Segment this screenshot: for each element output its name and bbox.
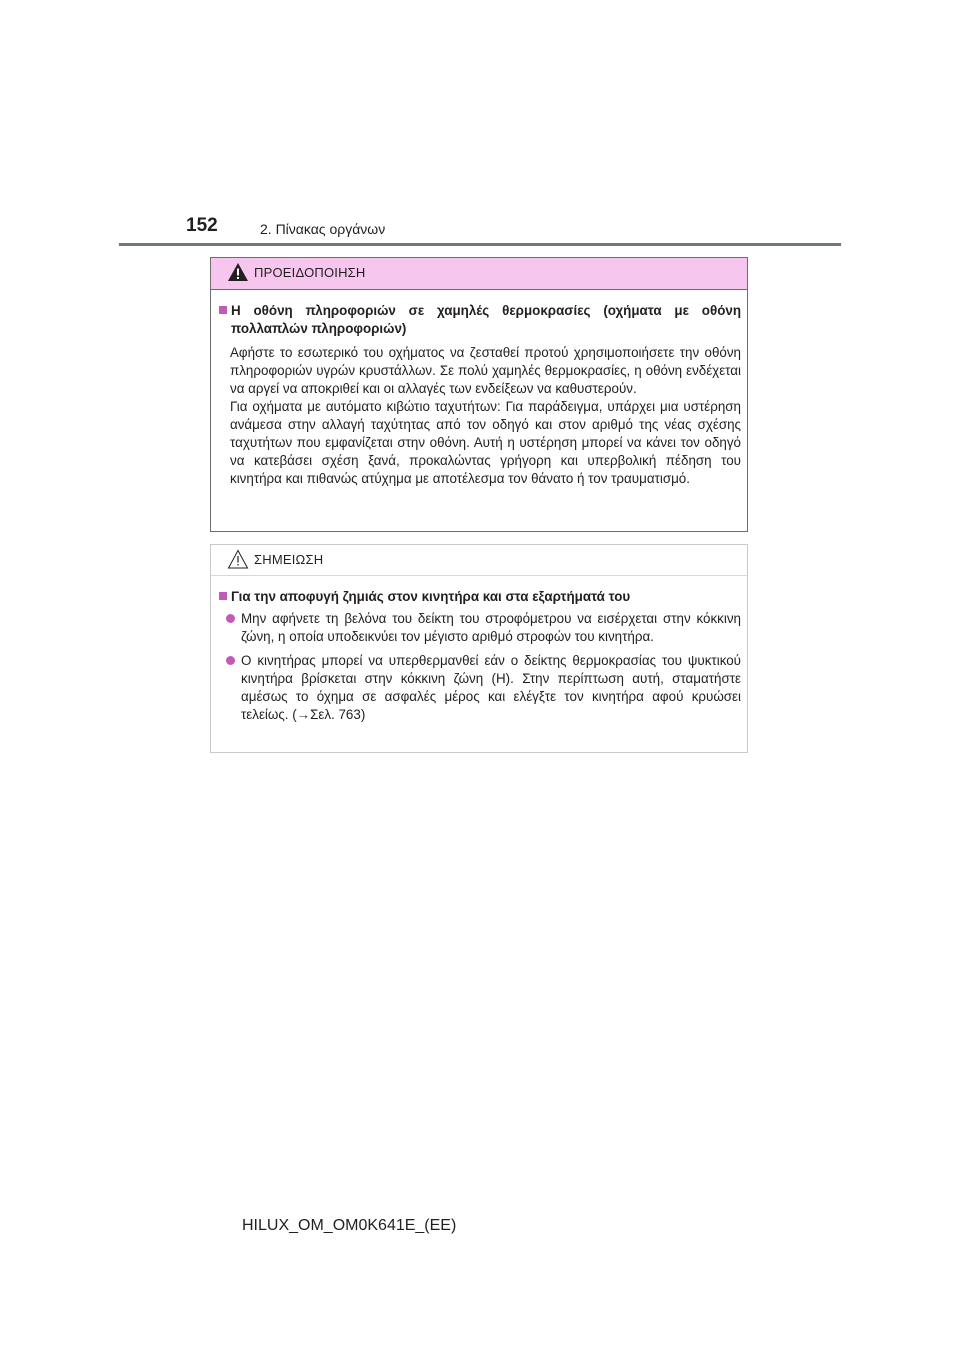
note-content [211,588,747,724]
note-box [210,544,748,753]
note-header [211,545,747,576]
note-heading [218,588,741,606]
circle-bullet-icon [226,614,235,623]
list-item [218,610,741,646]
warning-paragraph-1: Αφήστε το εσωτερικό του οχήματος να ζεσταθεί προτού χρησιμοποιήσετε την οθόνη πληροφοριών υγρών κρυστάλλων. Σε πολύ χαμηλές θερμοκρασίες, η οθόνη ενδέχεται να αργεί να αποκριθεί και οι αλλαγές των ενδείξεων να καθυστερούν. [230,345,741,396]
section-title: 2. Πίνακας οργάνων [260,221,386,237]
note-item-text: Ο κινητήρας μπορεί να υπερθερμανθεί εάν ο δείκτης θερμοκρασίας του ψυκτικού κινητήρα βρίσκεται στην κόκκινη ζώνη (H). Στην περίπτωση αυτή, σταματήστε αμέσως το όχημα σε ασφαλές μέρος και ελέγξτε τον κινητήρα αφού κρυώσει τελείως. (→Σελ. 763) [241,653,741,722]
warning-header [211,258,747,290]
warning-label: ΠΡΟΕΙΔΟΠΟΙΗΣΗ [254,265,366,280]
square-bullet-icon [219,306,227,314]
note-item-text: Μην αφήνετε τη βελόνα του δείκτη του στροφόμετρου να εισέρχεται στην κόκκινη ζώνη, η οποία υποδεικνύει τον μέγιστο αριθμό στροφών του κινητήρα. [241,611,741,644]
square-bullet-icon [219,592,227,600]
list-item [218,652,741,724]
warning-heading [218,302,741,338]
note-label: ΣΗΜΕΙΩΣΗ [254,552,324,567]
circle-bullet-icon [226,656,235,665]
warning-content [211,302,747,488]
warning-triangle-filled-icon [227,262,249,282]
warning-triangle-outline-icon [227,549,249,569]
footer-code: HILUX_OM_OM0K641E_(EE) [242,1217,457,1234]
note-heading-text: Για την αποφυγή ζημιάς στον κινητήρα και στα εξαρτήματά του [231,589,631,604]
header-rule [119,243,841,246]
warning-paragraph-2: Για οχήματα με αυτόματο κιβώτιο ταχυτήτων: Για παράδειγμα, υπάρχει μια υστέρηση ανάμεσα στην αλλαγή ταχύτητας από τον οδηγό και στον αριθμό της νέας σχέσης ταχυτήτων που εμφανίζεται στην οθόνη. Αυτή η υστέρηση μπορεί να κάνει τον οδηγό να κατεβάσει σχέση ξανά, προκαλώντας γρήγορη και υπερβολική πέδηση του κινητήρα και πιθανώς ατύχημα με αποτέλεσμα τον θάνατο ή τον τραυματισμό. [230,399,741,486]
warning-heading-text: Η οθόνη πληροφοριών σε χαμηλές θερμοκρασίες (οχήματα με οθόνη πολλαπλών πληροφοριών) [231,303,741,336]
page-number: 152 [186,215,218,236]
warning-box [210,257,748,532]
